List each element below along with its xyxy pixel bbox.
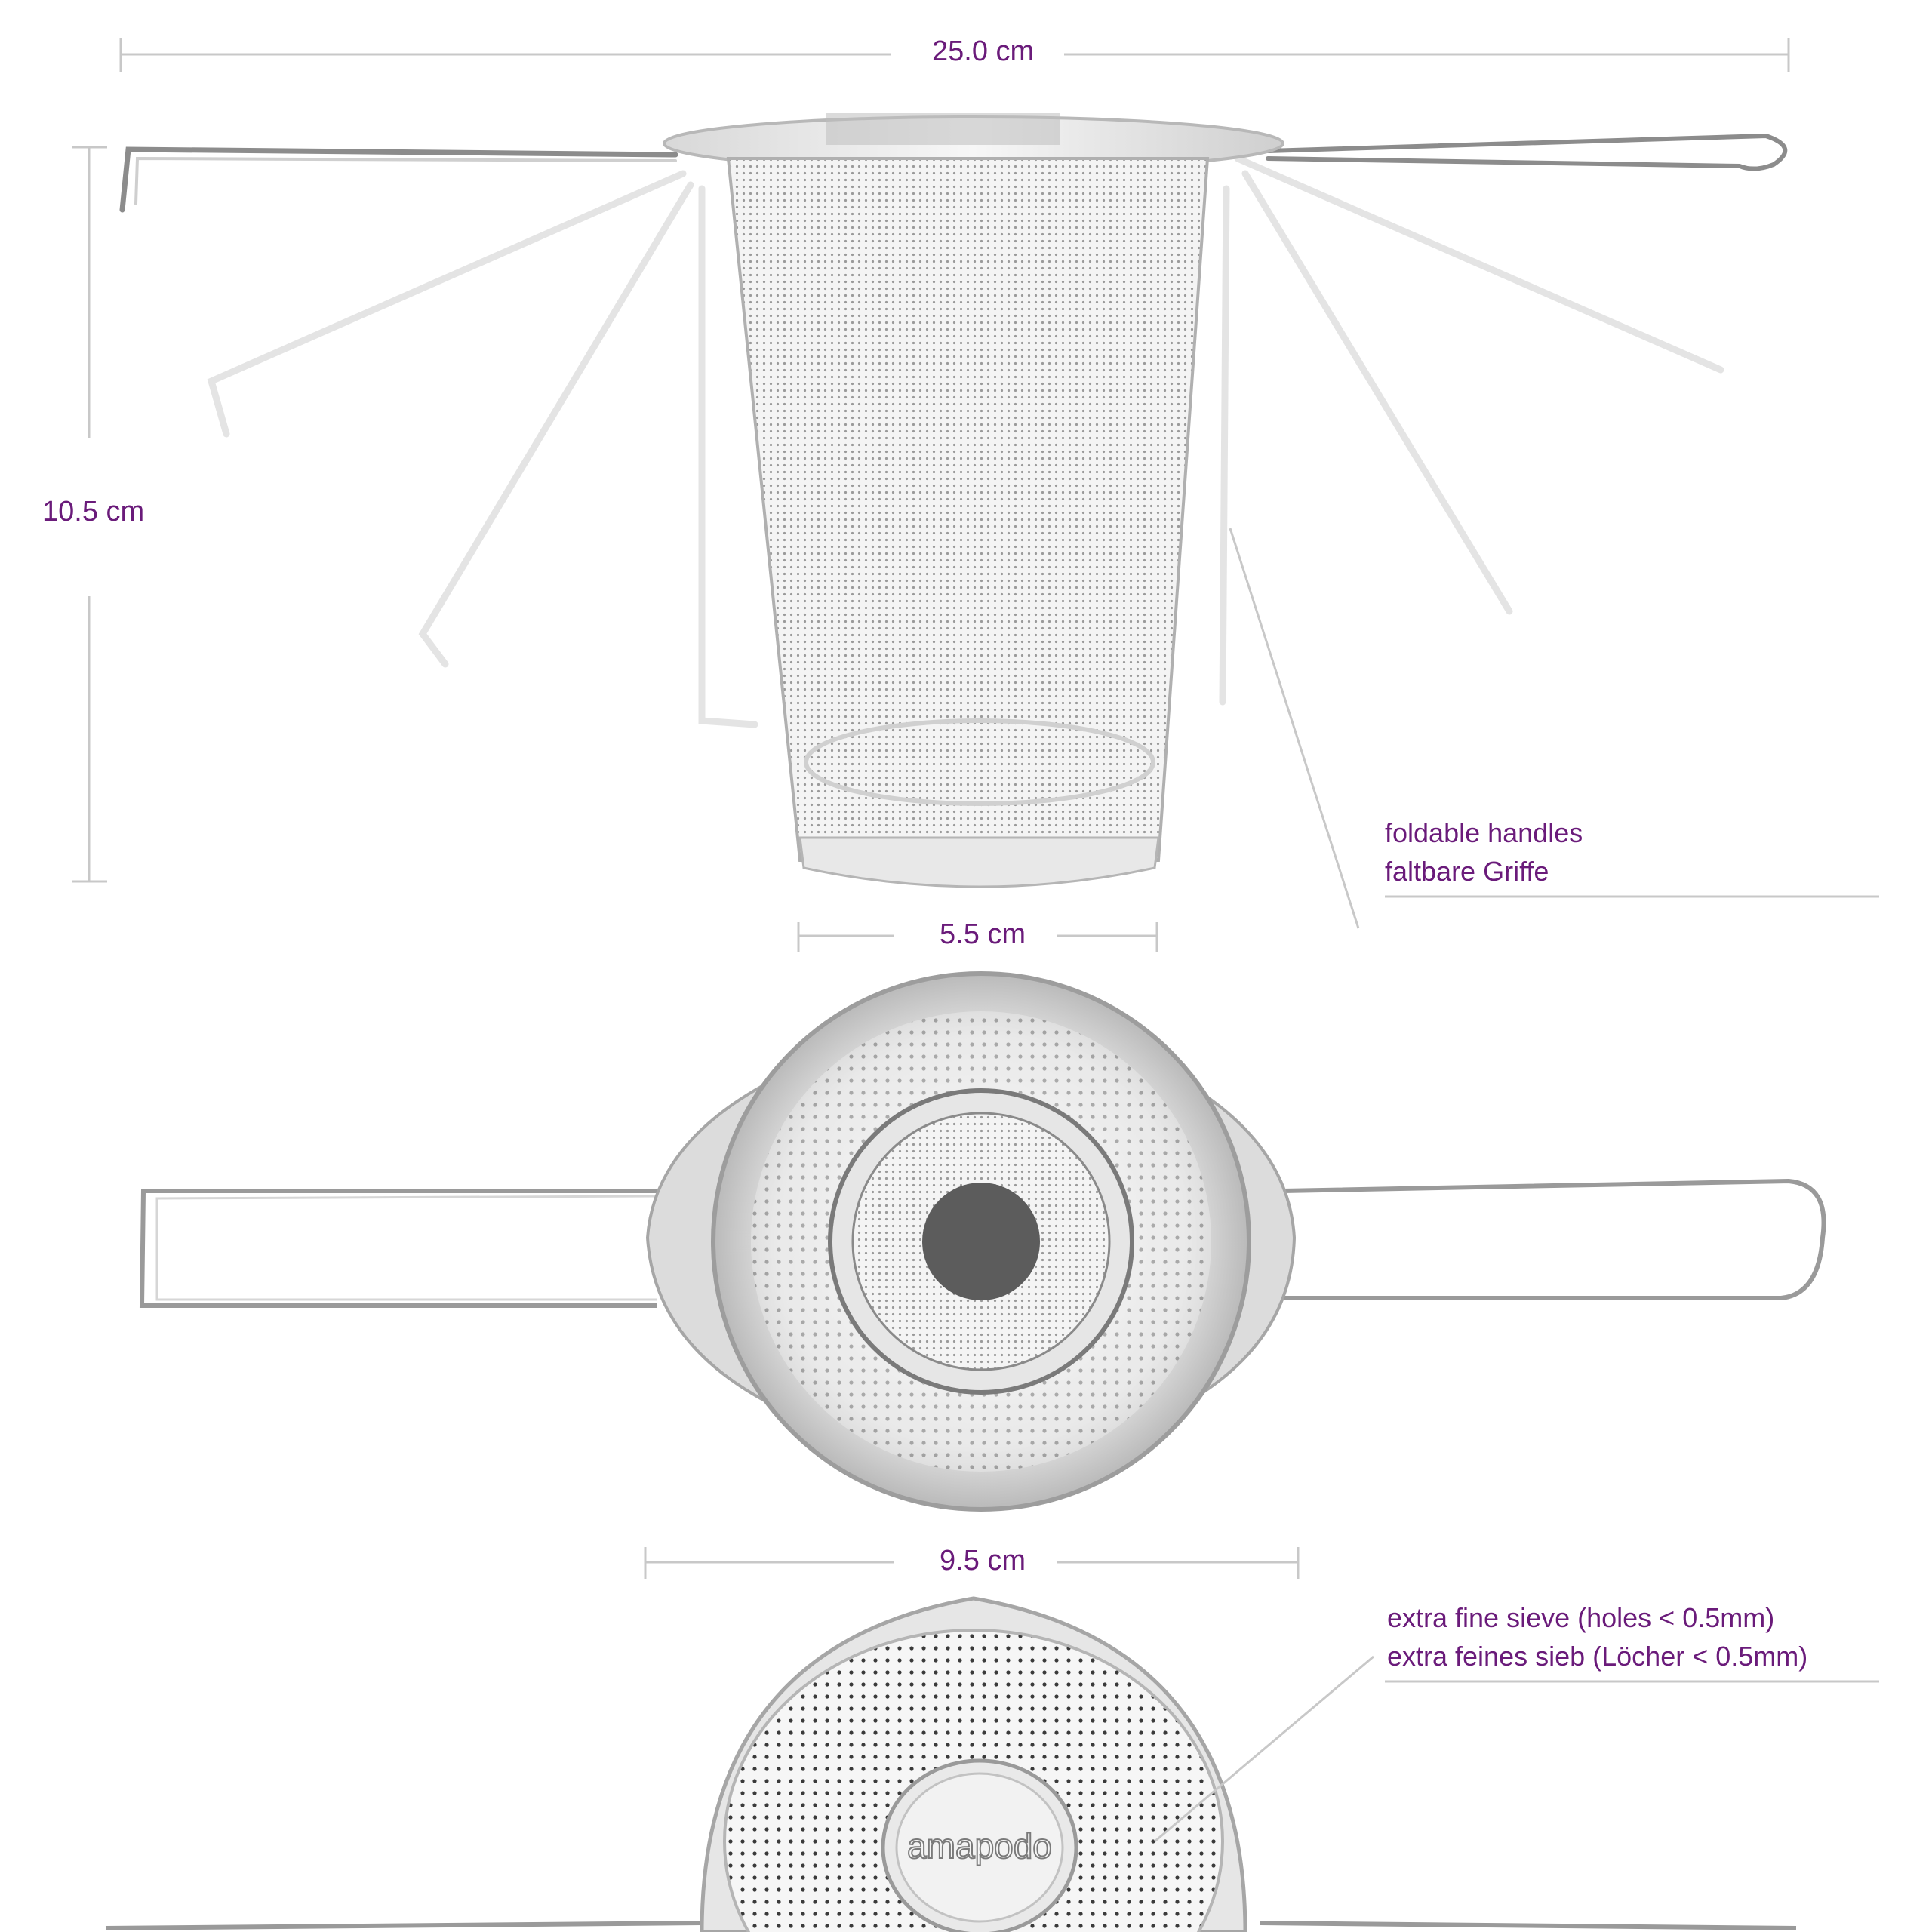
logo-text: amapodo: [907, 1826, 1052, 1866]
handles-leader-line: [1230, 528, 1879, 928]
top-view-left-handle: [142, 1191, 657, 1306]
height-label: 10.5 cm: [42, 496, 145, 528]
right-handle: [1268, 136, 1785, 169]
handles-annotation-de: faltbare Griffe: [1385, 856, 1549, 887]
width-label: 25.0 cm: [932, 35, 1035, 67]
sieve-leader-line: [1155, 1657, 1879, 1841]
bottom-diameter-label: 5.5 cm: [940, 918, 1026, 950]
top-view-right-handle: [1283, 1181, 1824, 1298]
sieve-annotation-en: extra fine sieve (holes < 0.5mm): [1387, 1602, 1775, 1633]
sieve-annotation-de: extra feines sieb (Löcher < 0.5mm): [1387, 1641, 1808, 1672]
left-handle: [122, 149, 675, 210]
strainer-top-view: [142, 974, 1824, 1509]
handles-annotation-en: foldable handles: [1385, 817, 1583, 848]
rim-diameter-label: 9.5 cm: [940, 1545, 1026, 1577]
strainer-side-view: [664, 113, 1283, 887]
